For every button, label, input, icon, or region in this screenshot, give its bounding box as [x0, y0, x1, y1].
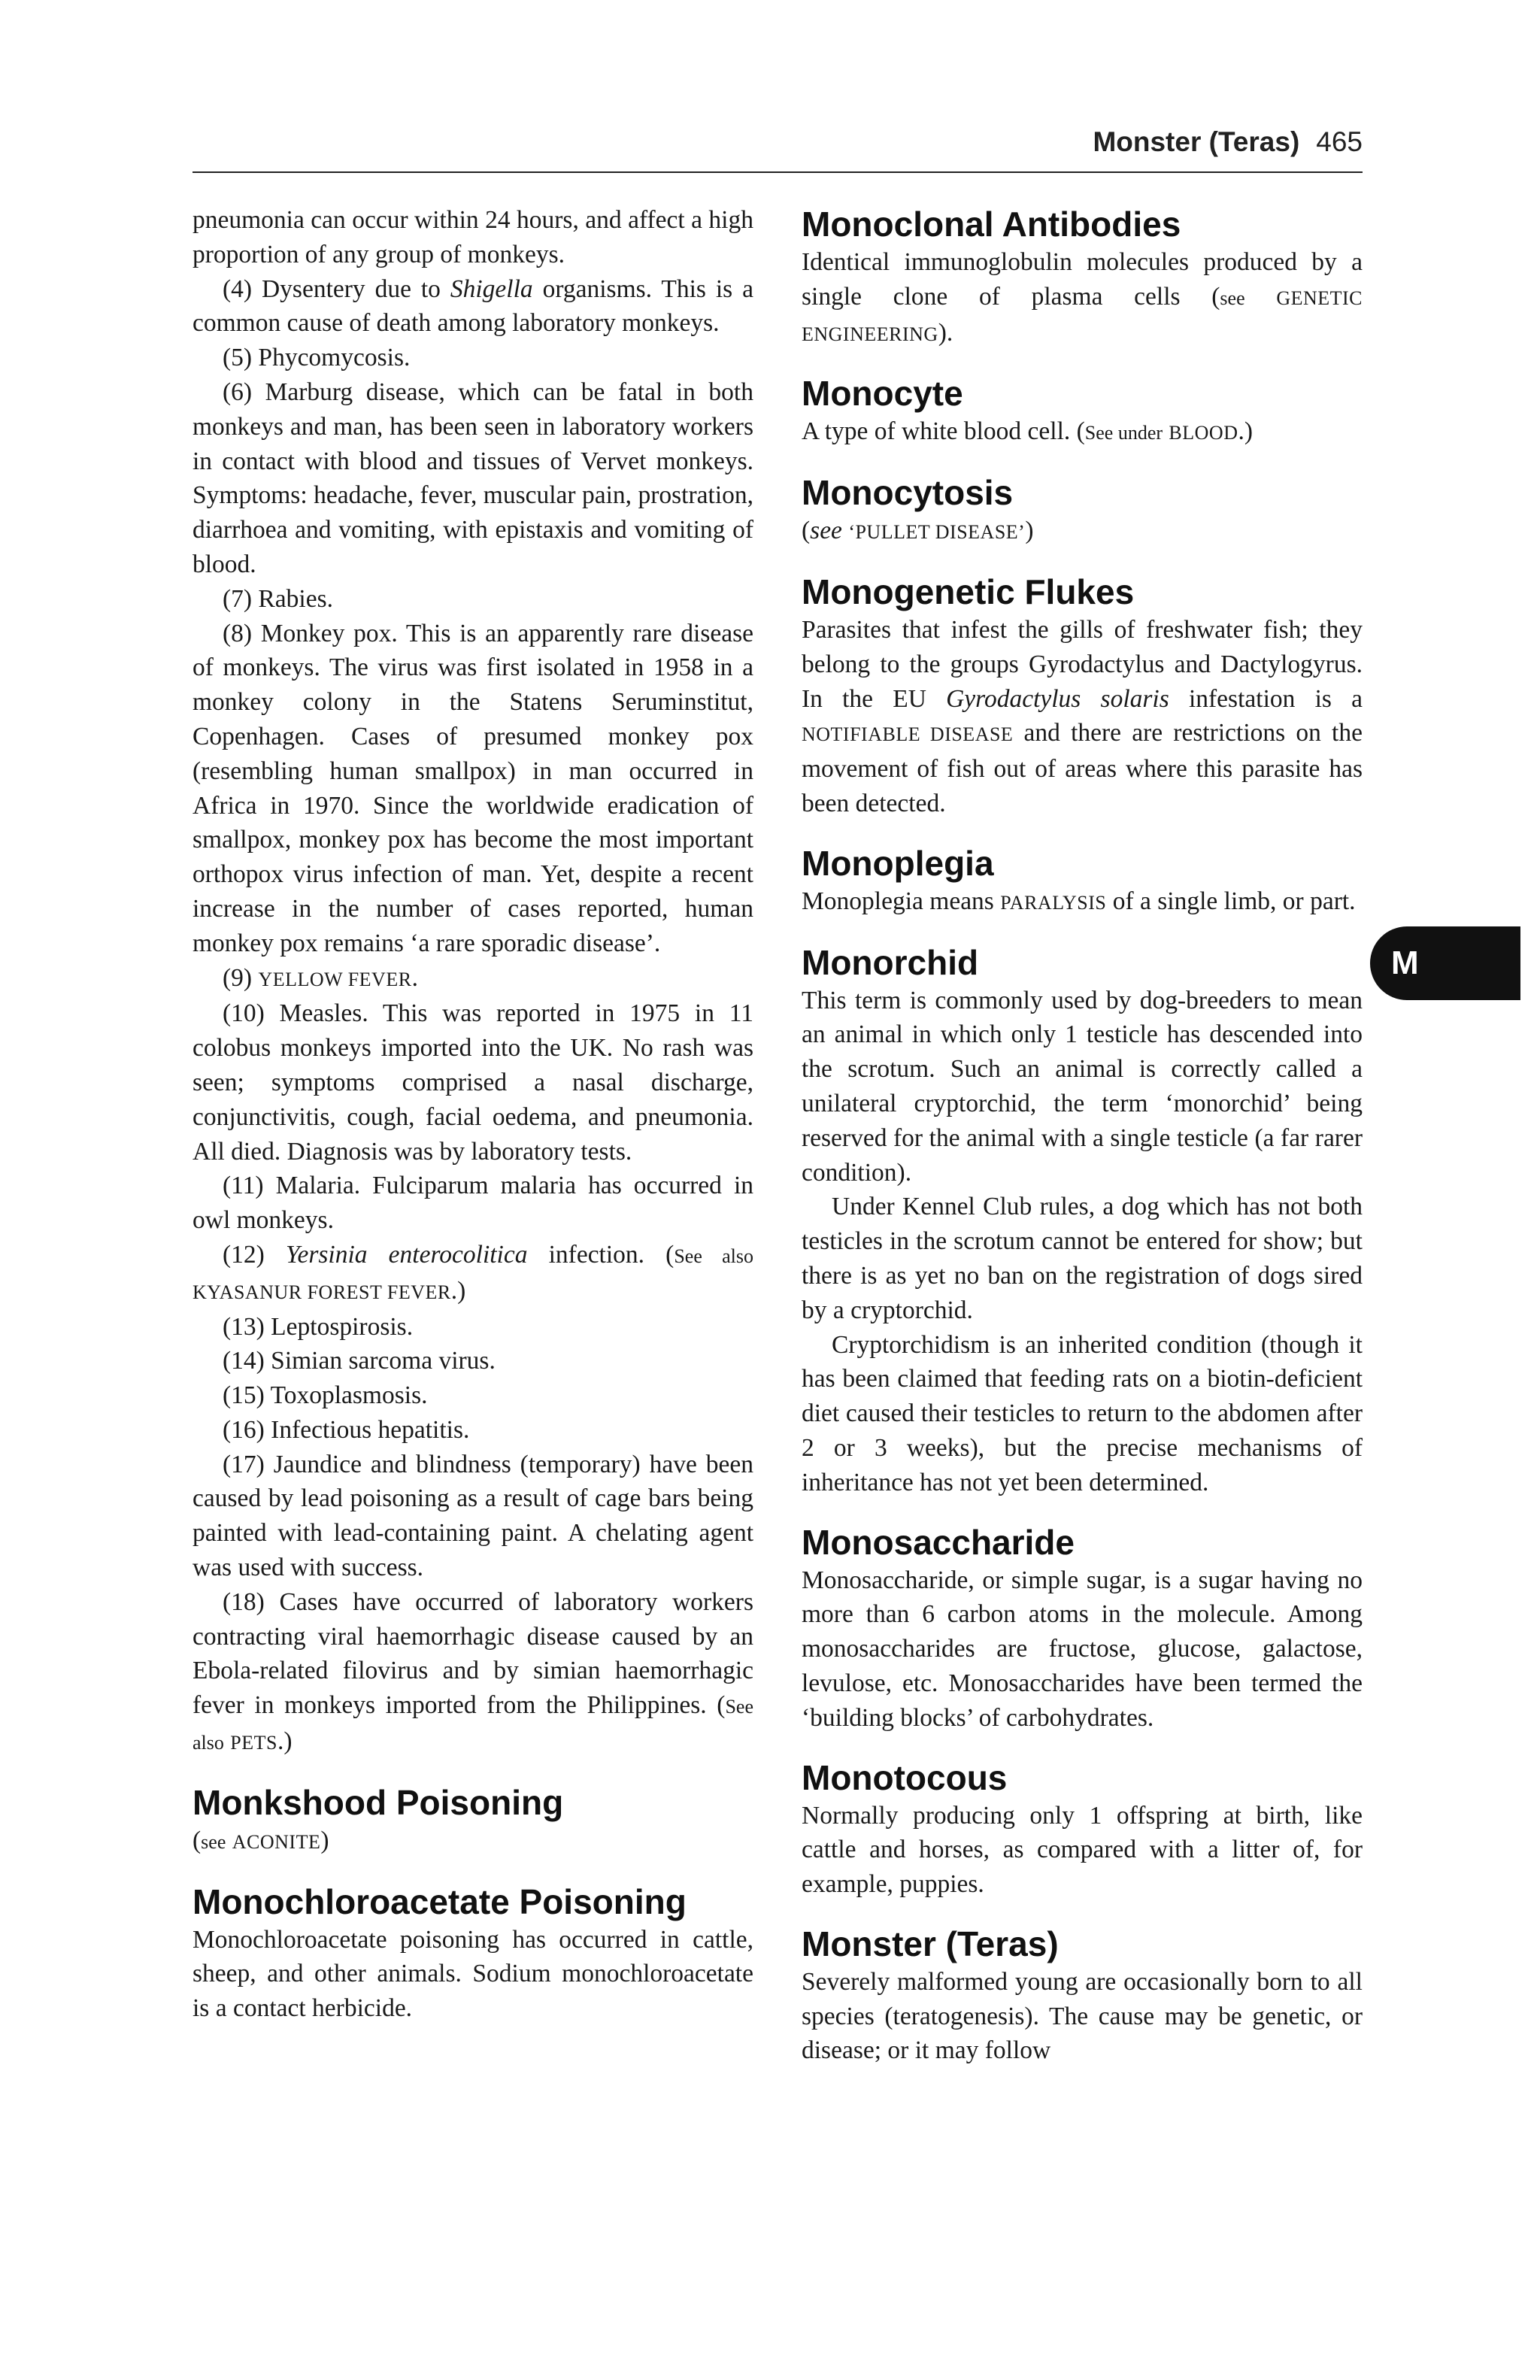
entry-text: Monoplegia means PARALYSIS of a single limb, or part.: [802, 887, 1356, 915]
cross-reference: KYASANUR FOREST FEVER: [192, 1281, 451, 1303]
entry-heading-monotocous: Monotocous: [802, 1757, 1008, 1797]
entry-heading-monosaccharide: Monosaccharide: [802, 1522, 1075, 1562]
entry-heading-monocytosis: Monocytosis: [802, 473, 1014, 513]
paragraph: (4) Dysentery due to Shigella organisms. This is a common cause of death among laboratory monkeys.: [192, 274, 753, 338]
paragraph: (18) Cases have occurred of laboratory workers contracting viral haemorrhagic disease caused by an Ebola-related filovirus and by simian haemorrhagic fever in monkeys imported from the Philippines. (See also PETS.): [192, 1587, 753, 1756]
paragraph: (11) Malaria. Fulciparum malaria has occurred in owl monkeys.: [192, 1172, 753, 1235]
italic-term: Gyrodactylus solaris: [946, 684, 1169, 713]
cross-reference: YELLOW FEVER: [258, 968, 412, 990]
paragraph: (6) Marburg disease, which can be fatal in both monkeys and man, has been seen in laboratory workers in contact with blood and tissues of Vervet monkeys. Symptoms: headache, fever, muscular pain, prostration, diarrhoea and vomiting, with epistaxis and vomiting of blood.: [192, 377, 753, 578]
running-title: Monster (Teras): [1093, 126, 1300, 157]
entry-heading-monogenetic-flukes: Monogenetic Flukes: [802, 572, 1135, 611]
cross-reference: ACONITE: [232, 1830, 321, 1853]
italic-term: Shigella: [450, 274, 533, 303]
entry-text: Monochloroacetate poisoning has occurred in cattle, sheep, and other animals. Sodium monochloroacetate is a contact herbicide.: [192, 1925, 753, 2023]
paragraph: (16) Infectious hepatitis.: [223, 1415, 470, 1444]
paragraph: (5) Phycomycosis.: [223, 344, 411, 372]
italic-term: Yersinia enterocolitica: [285, 1240, 528, 1269]
right-column: [802, 203, 1363, 2068]
entry-text: Under Kennel Club rules, a dog which has not both testicles in the scrotum cannot be entered for show; but there is as yet no ban on the registration of dogs sired by a cryptorchid.: [802, 1193, 1363, 1324]
entry-text: Parasites that infest the gills of freshwater fish; they belong to the groups Gyrodactylus and Dactylogyrus. In the EU Gyrodactylus solaris infestation is a NOTIFIABLE DISEASE and there are restrictions on the movement of fish out of areas where this parasite has been detected.: [802, 615, 1363, 817]
entry-heading-monoclonal: Monoclonal Antibodies: [802, 205, 1181, 244]
entry-text: (see ACONITE): [192, 1826, 329, 1854]
entry-text: Severely malformed young are occasionally born to all species (teratogenesis). The cause may be genetic, or disease; or it may follow: [802, 1967, 1363, 2065]
entry-heading-monochloroacetate: Monochloroacetate Poisoning: [192, 1881, 687, 1921]
running-head-text: [1093, 126, 1363, 158]
entry-text: Cryptorchidism is an inherited condition (though it has been claimed that feeding rats on a biotin-deficient diet caused their testicles to return to the abdomen after 2 or 3 weeks), but the precise mechanisms of inheritance has not yet been determined.: [802, 1330, 1363, 1496]
entry-heading-monoplegia: Monoplegia: [802, 843, 994, 883]
left-column: [192, 203, 753, 2026]
paragraph: (17) Jaundice and blindness (temporary) have been caused by lead poisoning as a result of cage bars being painted with lead-containing paint. A chelating agent was used with success.: [192, 1450, 753, 1582]
running-head: [192, 126, 1363, 173]
paragraph: (14) Simian sarcoma virus.: [223, 1347, 496, 1375]
cross-reference: BLOOD: [1169, 422, 1238, 444]
entry-heading-monocyte: Monocyte: [802, 374, 963, 414]
page-number: 465: [1316, 126, 1363, 157]
thumb-index-tab: [1370, 926, 1520, 1000]
paragraph: (8) Monkey pox. This is an apparently rare disease of monkeys. The virus was first isolated in 1958 in a monkey colony in the Statens Seruminstitut, Copenhagen. Cases of presumed monkey pox (resembling human smallpox) in man occurred in Africa in 1970. Since the worldwide eradication of smallpox, monkey pox has become the most important orthopox virus infection of man. Yet, despite a recent increase in the number of cases reported, human monkey pox remains ‘a rare sporadic disease’.: [192, 619, 753, 957]
paragraph: (7) Rabies.: [223, 584, 333, 613]
paragraph: (13) Leptospirosis.: [223, 1312, 414, 1341]
paragraph: (15) Toxoplasmosis.: [223, 1381, 428, 1410]
entry-heading-monster: Monster (Teras): [802, 1924, 1059, 1963]
entry-text: (see ‘PULLET DISEASE’): [802, 517, 1034, 545]
paragraph: pneumonia can occur within 24 hours, and affect a high proportion of any group of monkeys.: [192, 206, 753, 268]
paragraph: (10) Measles. This was reported in 1975 in 11 colobus monkeys imported into the UK. No rash was seen; symptoms comprised a nasal discharge, conjunctivitis, cough, facial oedema, and pneumonia. All died. Diagnosis was by laboratory tests.: [192, 999, 753, 1166]
paragraph: (9) YELLOW FEVER.: [223, 963, 418, 992]
cross-reference: ‘PULLET DISEASE’: [848, 521, 1026, 544]
entry-text: Monosaccharide, or simple sugar, is a sugar having no more than 6 carbon atoms in the molecule. Among monosaccharides are fructose, glucose, galactose, levulose, etc. Monosaccharides have been termed the ‘building blocks’ of carbohydrates.: [802, 1566, 1363, 1732]
thumb-index-letter: M: [1391, 944, 1419, 981]
cross-reference: PARALYSIS: [1000, 891, 1107, 914]
cross-reference: NOTIFIABLE DISEASE: [802, 723, 1014, 746]
paragraph: (12) Yersinia enterocolitica infection. (See also KYASANUR FOREST FEVER.): [192, 1240, 753, 1305]
entry-text: This term is commonly used by dog-breeders to mean an animal in which only 1 testicle has descended into the scrotum. Such an animal is correctly called a unilateral cryptorchid, the term ‘monorchid’ being reserved for the animal with a single testicle (a far rarer condition).: [802, 986, 1363, 1187]
cross-reference: GENETIC ENGINEERING: [802, 287, 1363, 345]
entry-text: Identical immunoglobulin molecules produced by a single clone of plasma cells (see GENETIC ENGINEERING).: [802, 248, 1363, 347]
cross-reference: PETS: [230, 1732, 277, 1754]
entry-text: Normally producing only 1 offspring at birth, like cattle and horses, as compared with a litter of, for example, puppies.: [802, 1801, 1363, 1899]
entry-heading-monorchid: Monorchid: [802, 942, 979, 982]
entry-text: A type of white blood cell. (See under BLOOD.): [802, 417, 1254, 446]
entry-heading-monkshood: Monkshood Poisoning: [192, 1782, 564, 1822]
